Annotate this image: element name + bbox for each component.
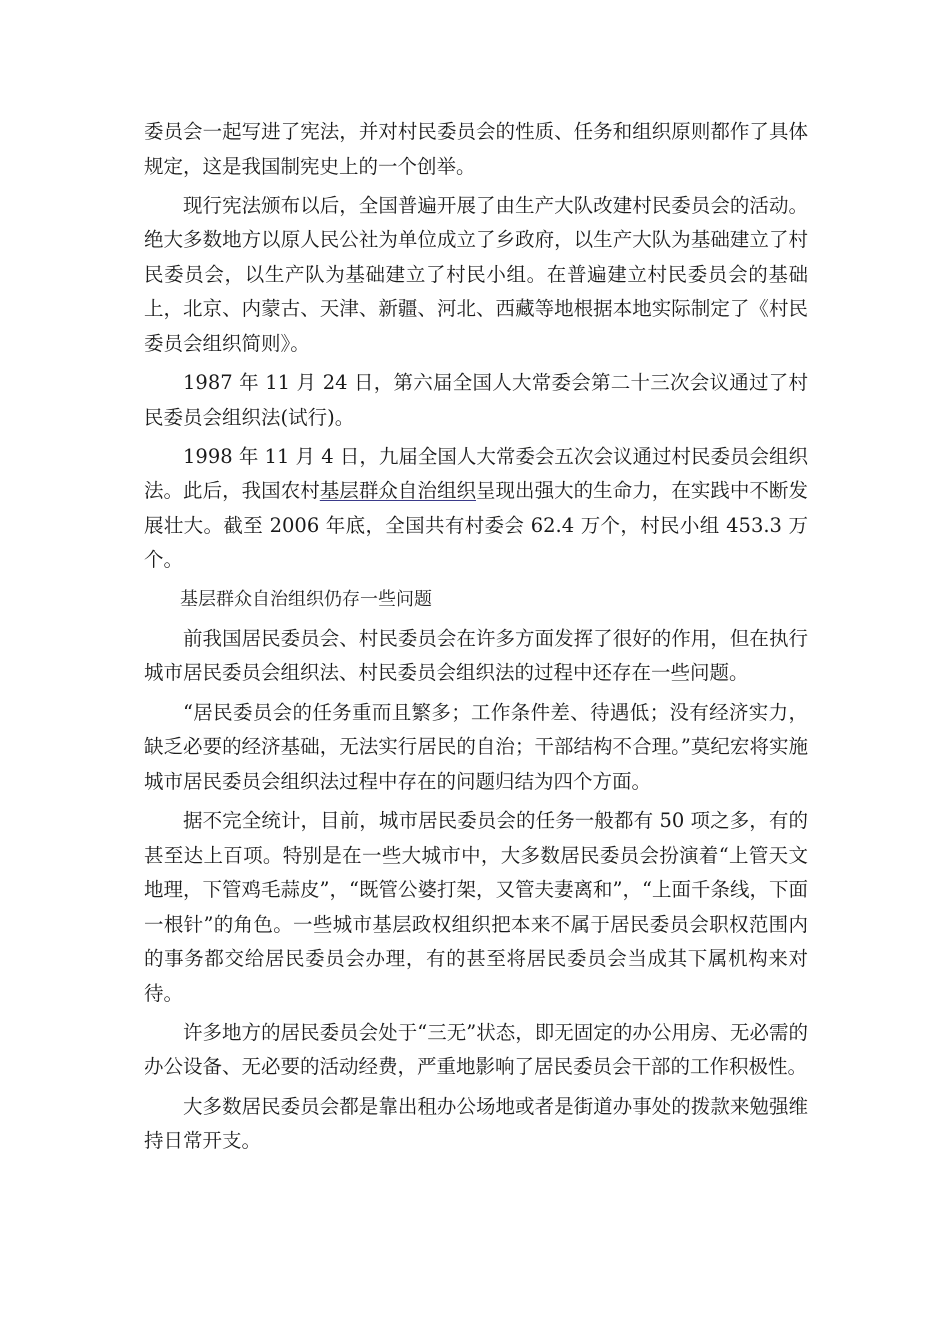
paragraph-task-statistics: 据不完全统计，目前，城市居民委员会的任务一般都有 50 项之多，有的甚至达上百项。特别是在一些大城市中，大多数居民委员会扮演着“上管天文地理，下管鸡毛蒜皮”，“既管公婆打架，又管夫妻离和”，“上面千条线，下面一根针”的角色。一些城市基层政权组织把本来不属于居民委员会职权范围内的事务都交给居民委员会办理，有的甚至将居民委员会当成其下属机构来对待。 [144, 809, 808, 1005]
paragraph-1998-text-after-link: 呈现出强大的生命力，在实践中不断发展壮大。截至 2006 年底，全国共有村委会 62.4 万个，村民小组 453.3 万个。 [144, 479, 808, 572]
paragraph-village-committee-reform: 现行宪法颁布以后，全国普遍开展了由生产大队改建村民委员会的活动。绝大多数地方以原人民公社为单位成立了乡政府，以生产大队为基础建立了村民委员会，以生产队为基础建立了村民小组。在普遍建立村民委员会的基础上，北京、内蒙古、天津、新疆、河北、西藏等地根据本地实际制定了《村民委员会组织简则》。 [144, 193, 808, 355]
section-heading-problems: 基层群众自治组织仍存一些问题 [180, 588, 432, 610]
paragraph-1998-organic-law [144, 440, 808, 578]
paragraph-four-aspects-quote: “居民委员会的任务重而且繁多；工作条件差、待遇低；没有经济实力，缺乏必要的经济基础，无法实行居民的自治；干部结构不合理。”莫纪宏将实施城市居民委员会组织法过程中存在的问题归结为四个方面。 [144, 700, 808, 793]
document-body [144, 115, 808, 1163]
paragraph-funding: 大多数居民委员会都是靠出租办公场地或者是街道办事处的拨款来勉强维持日常开支。 [144, 1094, 808, 1153]
paragraph-continued-constitution: 委员会一起写进了宪法，并对村民委员会的性质、任务和组织原则都作了具体规定，这是我国制宪史上的一个创举。 [144, 120, 808, 178]
grassroots-self-governance-link[interactable]: 基层群众自治组织 [319, 479, 476, 503]
paragraph-problems-intro: 前我国居民委员会、村民委员会在许多方面发挥了很好的作用，但在执行城市居民委员会组织法、村民委员会组织法的过程中还存在一些问题。 [144, 626, 808, 685]
paragraph-1987-trial-law: 1987 年 11 月 24 日，第六届全国人大常委会第二十三次会议通过了村民委员会组织法(试行)。 [144, 371, 808, 429]
paragraph-1998-text-before-link: 1998 年 11 月 4 日，九届全国人大常委会五次会议通过村民委员会组织法。此后，我国农村 [144, 444, 808, 503]
paragraph-three-without-status: 许多地方的居民委员会处于“三无”状态，即无固定的办公用房、无必需的办公设备、无必要的活动经费，严重地影响了居民委员会干部的工作积极性。 [144, 1020, 808, 1079]
